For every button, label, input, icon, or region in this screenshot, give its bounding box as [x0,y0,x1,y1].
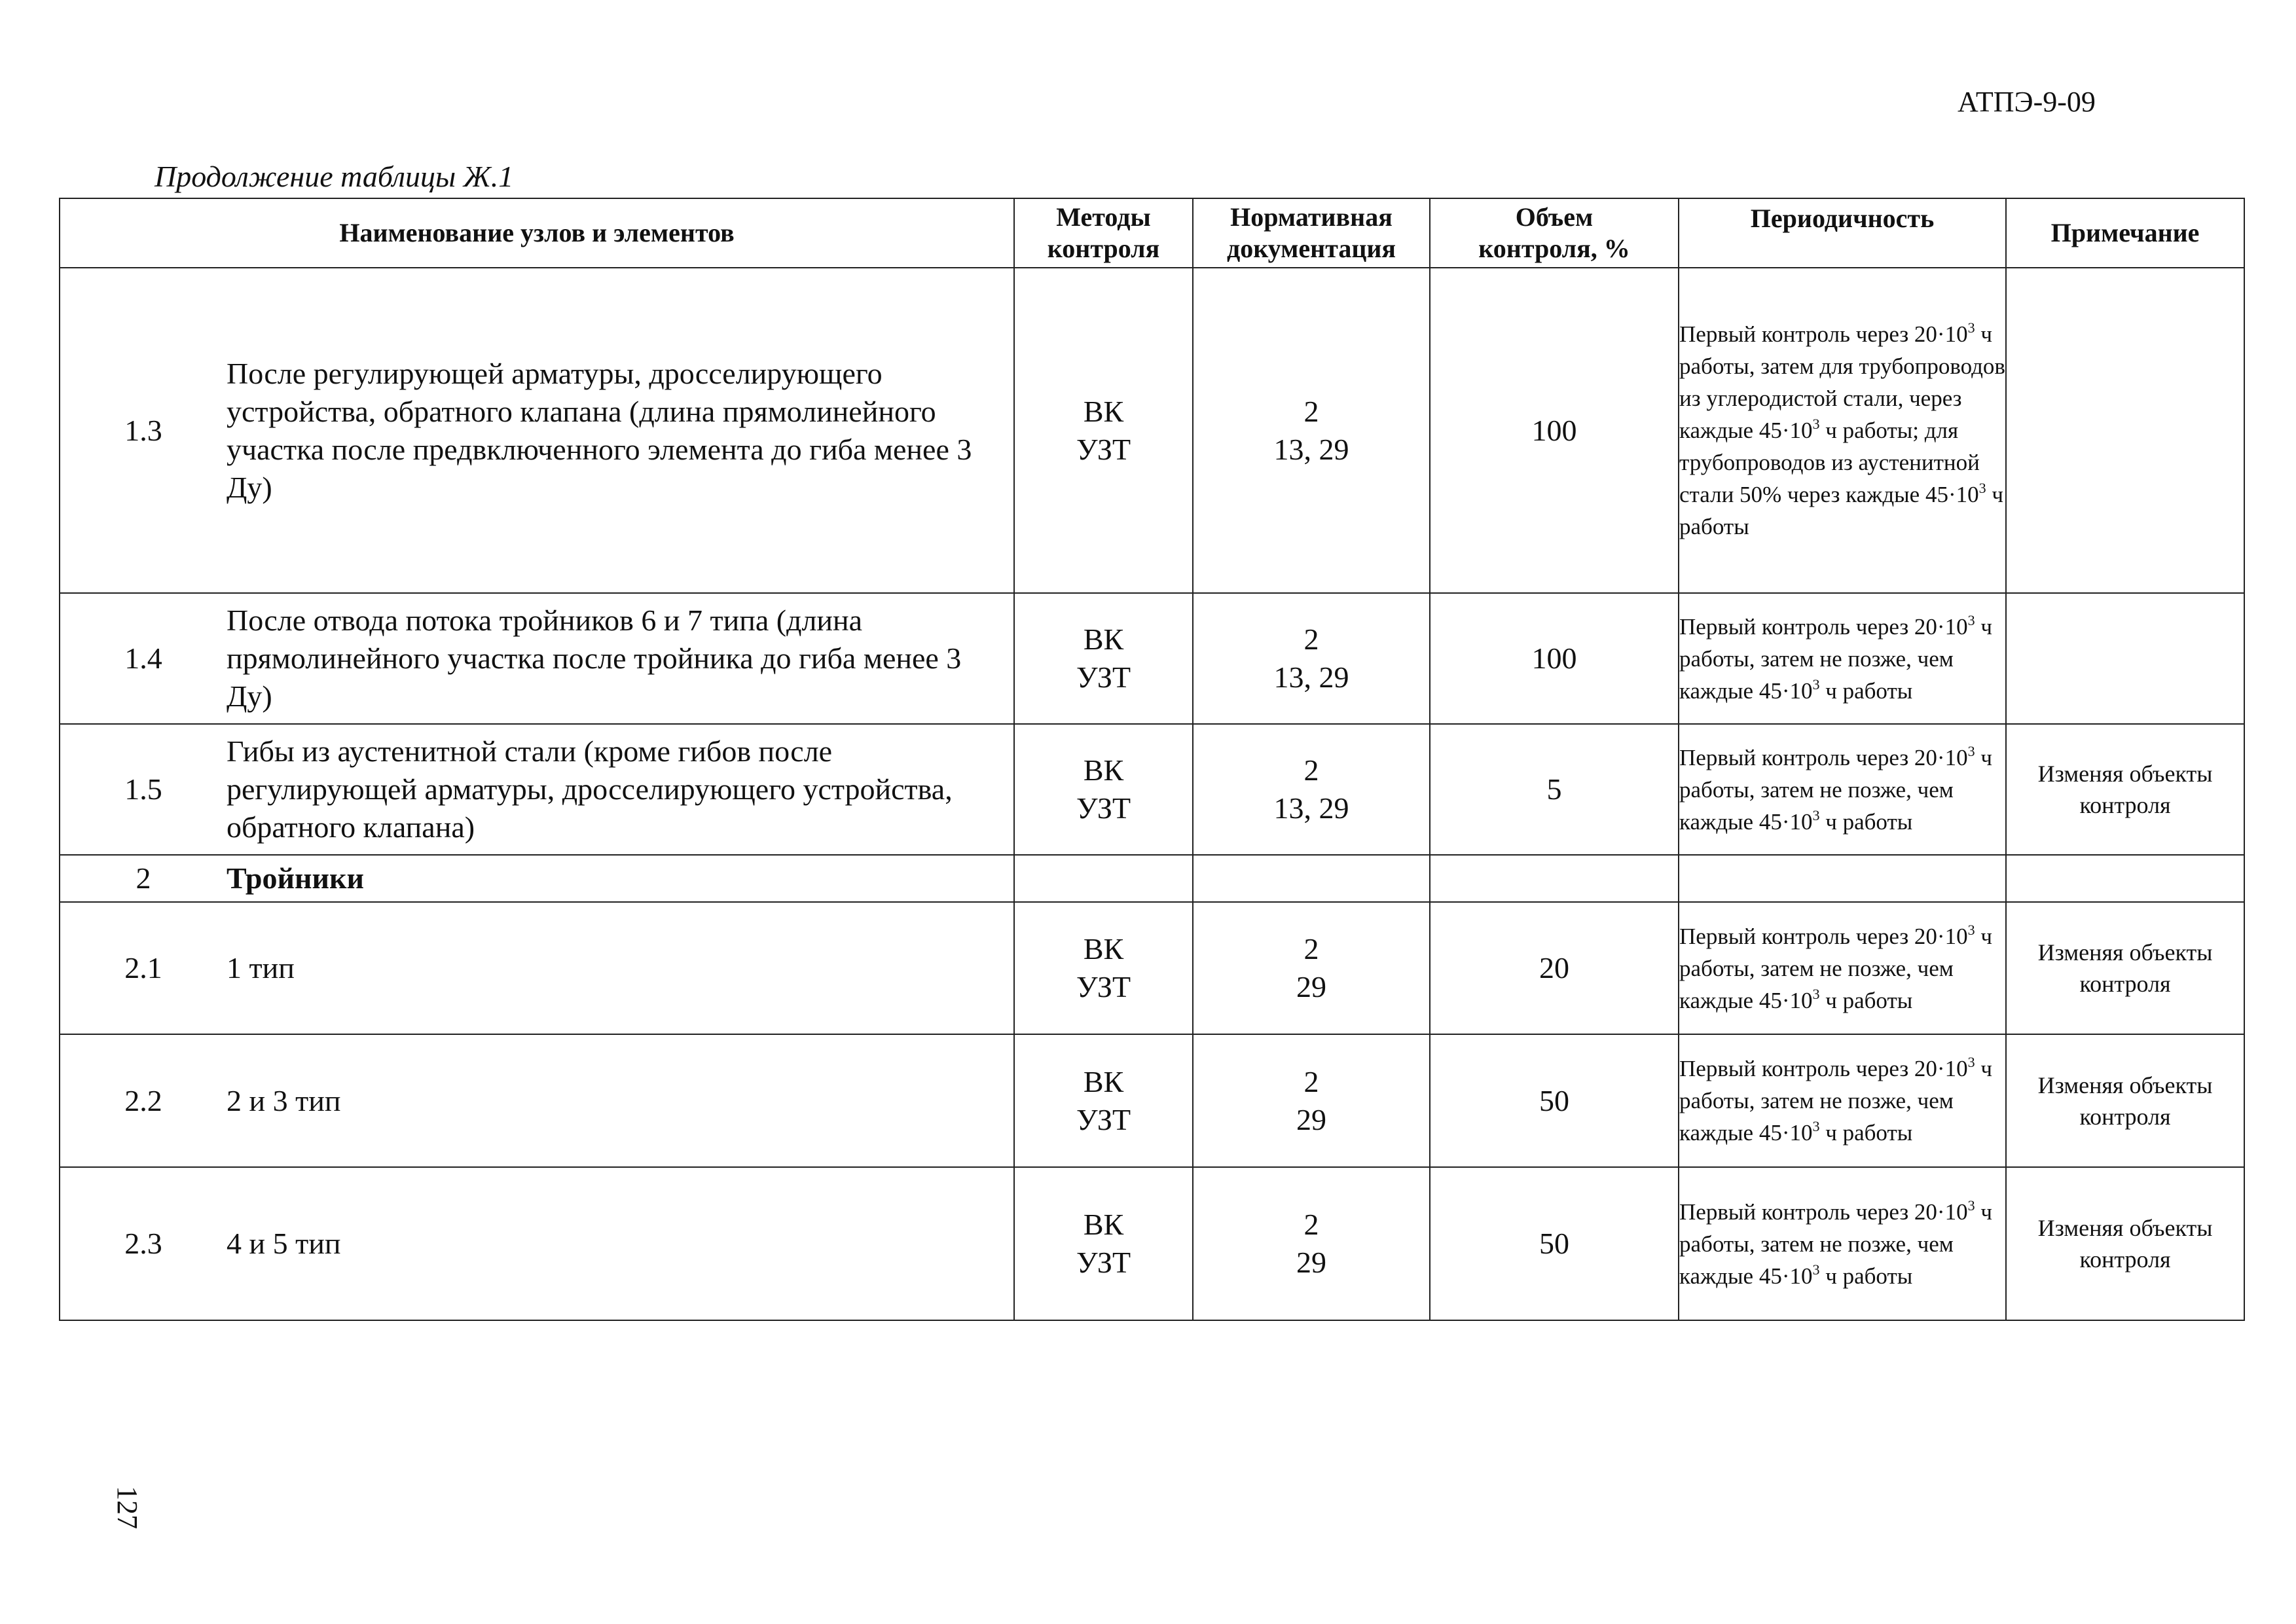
table-row [60,1167,2244,1320]
doc-ref-1: 2 [1303,623,1319,656]
section-row [60,855,2244,902]
header-volume-line1: Объем [1515,202,1594,232]
table-row [60,593,2244,724]
header-docs [1193,198,1430,268]
doc-ref-2: 29 [1296,1246,1327,1279]
header-volume-line2: контроля, % [1478,234,1630,263]
empty-cell [1014,855,1193,902]
row-number: 2.3 [60,1167,227,1320]
method-vk: ВК [1083,394,1124,428]
section-number: 2 [60,855,227,902]
row-note: Изменяя объекты контроля [2006,724,2244,855]
doc-ref-1: 2 [1303,1064,1319,1098]
doc-ref-2: 29 [1296,970,1327,1003]
method-uzt: УЗТ [1076,1102,1131,1136]
row-name: После отвода потока тройников 6 и 7 типа (длина прямолинейного участка после тройника до гиба менее 3 Ду) [227,593,1014,724]
table-row [60,1034,2244,1167]
method-vk: ВК [1083,623,1124,656]
method-vk: ВК [1083,753,1124,787]
row-name: 1 тип [227,902,1014,1034]
row-number: 1.3 [60,268,227,593]
row-period: Первый контроль через $20\cdot 10^3$ ч работы, затем не позже, чем каждые $45\cdot 10^3$ ч работы [1679,902,2006,1034]
row-number: 1.4 [60,593,227,724]
row-number: 2.1 [60,902,227,1034]
row-docs [1193,268,1430,593]
header-name: Наименование узлов и элементов [60,198,1014,268]
row-name: После регулирующей арматуры, дросселирующего устройства, обратного клапана (длина прямолинейного участка после предвключенного элемента до гиба менее 3 Ду) [227,268,1014,593]
doc-ref-1: 2 [1303,753,1319,787]
row-note [2006,268,2244,593]
row-name: 2 и 3 тип [227,1034,1014,1167]
doc-ref-2: 13, 29 [1273,660,1349,694]
row-volume: 100 [1430,593,1679,724]
row-period: Первый контроль через $20\cdot 10^3$ ч работы, затем для трубопроводов из углеродистой стали, через каждые $45\cdot 10^3$ ч работы; для трубопроводов из аустенитной стали 50% через каждые $45\cdot 10^3$ ч работы [1679,268,2006,593]
row-volume: 20 [1430,902,1679,1034]
row-docs [1193,1034,1430,1167]
row-volume: 50 [1430,1034,1679,1167]
table-row [60,902,2244,1034]
row-note: Изменяя объекты контроля [2006,1034,2244,1167]
header-period: Периодичность [1679,198,2006,268]
method-uzt: УЗТ [1076,660,1131,694]
header-volume [1430,198,1679,268]
row-note: Изменяя объекты контроля [2006,1167,2244,1320]
control-table [59,198,2245,1321]
row-note [2006,593,2244,724]
row-methods [1014,724,1193,855]
page-number: 127 [111,1486,143,1529]
row-docs [1193,593,1430,724]
row-note: Изменяя объекты контроля [2006,902,2244,1034]
row-period: Первый контроль через $20\cdot 10^3$ ч работы, затем не позже, чем каждые $45\cdot 10^3$ ч работы [1679,593,2006,724]
header-methods [1014,198,1193,268]
row-name: Гибы из аустенитной стали (кроме гибов после регулирующей арматуры, дросселирующего устройства, обратного клапана) [227,724,1014,855]
row-name: 4 и 5 тип [227,1167,1014,1320]
method-vk: ВК [1083,1208,1124,1241]
header-methods-line2: контроля [1047,234,1160,263]
row-docs [1193,724,1430,855]
method-uzt: УЗТ [1076,791,1131,825]
row-period: Первый контроль через $20\cdot 10^3$ ч работы, затем не позже, чем каждые $45\cdot 10^3$ ч работы [1679,724,2006,855]
row-methods [1014,268,1193,593]
doc-ref-2: 13, 29 [1273,791,1349,825]
section-title: Тройники [227,855,1014,902]
row-volume: 50 [1430,1167,1679,1320]
empty-cell [1430,855,1679,902]
row-methods [1014,1167,1193,1320]
method-uzt: УЗТ [1076,1246,1131,1279]
table-row [60,268,2244,593]
row-period: Первый контроль через $20\cdot 10^3$ ч работы, затем не позже, чем каждые $45\cdot 10^3$ ч работы [1679,1167,2006,1320]
header-row [60,198,2244,268]
doc-ref-1: 2 [1303,932,1319,965]
header-docs-line1: Нормативная [1230,202,1393,232]
method-uzt: УЗТ [1076,970,1131,1003]
doc-ref-2: 29 [1296,1102,1327,1136]
empty-cell [2006,855,2244,902]
table-caption: Продолжение таблицы Ж.1 [155,160,514,193]
method-vk: ВК [1083,1064,1124,1098]
row-docs [1193,902,1430,1034]
row-methods [1014,593,1193,724]
row-period: Первый контроль через $20\cdot 10^3$ ч работы, затем не позже, чем каждые $45\cdot 10^3$ ч работы [1679,1034,2006,1167]
row-volume: 100 [1430,268,1679,593]
header-note: Примечание [2006,198,2244,268]
doc-ref-1: 2 [1303,394,1319,428]
row-methods [1014,902,1193,1034]
row-number: 2.2 [60,1034,227,1167]
method-vk: ВК [1083,932,1124,965]
row-docs [1193,1167,1430,1320]
row-number: 1.5 [60,724,227,855]
empty-cell [1679,855,2006,902]
table-row [60,724,2244,855]
document-code: АТПЭ-9-09 [1958,86,2096,118]
row-volume: 5 [1430,724,1679,855]
empty-cell [1193,855,1430,902]
doc-ref-1: 2 [1303,1208,1319,1241]
doc-ref-2: 13, 29 [1273,432,1349,466]
method-uzt: УЗТ [1076,432,1131,466]
header-methods-line1: Методы [1056,202,1151,232]
header-docs-line2: документация [1226,234,1396,263]
row-methods [1014,1034,1193,1167]
